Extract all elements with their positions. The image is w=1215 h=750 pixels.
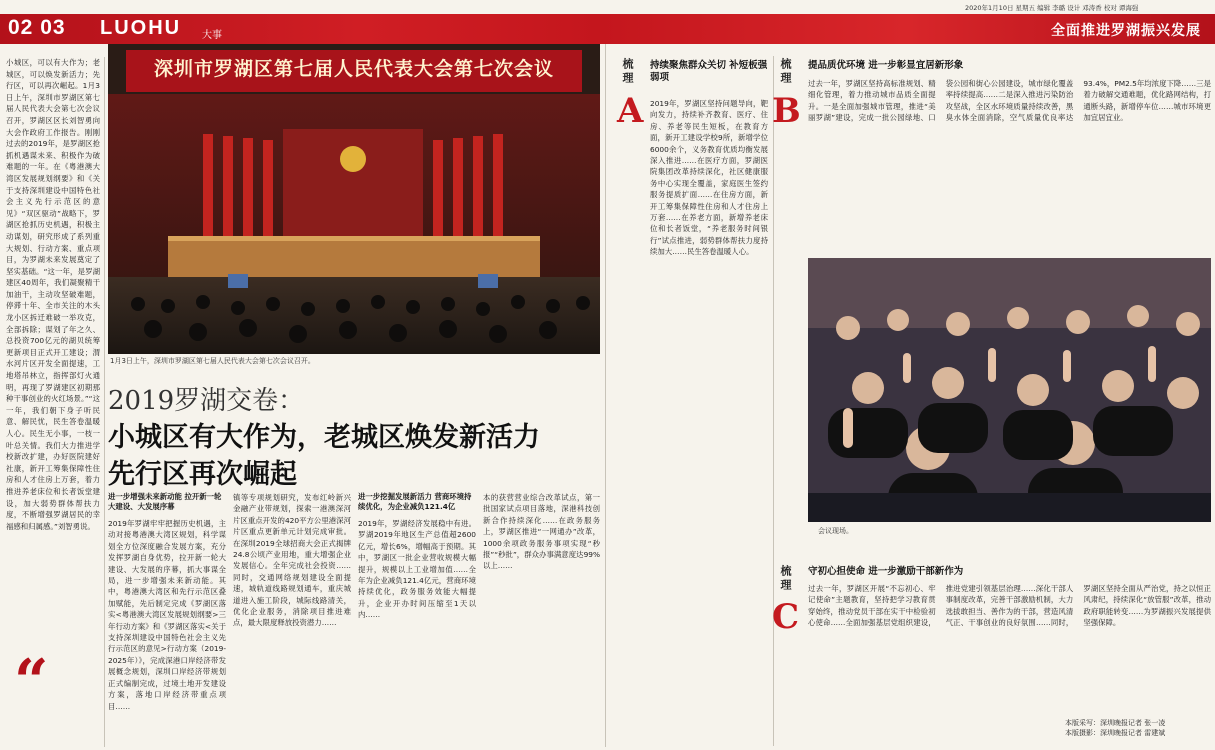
section-bar-left [0,14,600,44]
meeting-photo [808,258,1211,522]
section-b-label: 梳理 [779,58,792,86]
section-a-letter: A [617,91,644,131]
photo-caption: 1月3日上午，深圳市罗湖区第七届人民代表大会第七次会议召开。 [110,357,315,365]
section-a-label: 梳理 [621,58,634,86]
body-column-3: 2019年，罗湖经济发展稳中有进。罗湖2019年地区生产总值超2600亿元，增长6%，增幅高于预期。其中，罗湖区一批企业营收规模大幅提升，规模以上工业增加值……全年为企业减负121.4亿元，营商环境持续优化，政务服务效能大幅提升，企业开办时间压缩至1天以内…… [358,519,476,620]
intro-column: 小城区，可以有大作为；老城区，可以焕发新活力；先行区，可以再次崛起。1月3日上午，深圳市罗湖区第七届人民代表大会第七次会议召开，罗湖区区长刘智勇向大会作政府工作报告。刚刚过去的2019年，是罗湖区抢抓机遇谋未来、积极作为破难题的一年。在《粤港澳大湾区发展规划纲要》和《关于支持深圳建设中国特色社会主义先行示范区的意见》“双区驱动”战略下，罗湖区抢抓历史机遇，积极主动谋划，研究形成了系列重大规划、行动方案、重点项目，为罗湖未来发展奠定了坚实基础。“这一年，是罗湖建区40周年，我们凝聚精干加油干，主动攻坚破难题，停滞十年、全市关注的木头龙小区拆迁难破一举攻克，全部拆除；谋划了年之久、总投资700亿元的湖贝统筹更新项目正式开工建设；渭水河片区开发全面提速，工地塔吊林立，指挥部灯火通明，再现了罗湖建区初期那种干事创业的火红场景。”“这一年，我们朝下身子听民意、解民忧，民生答卷温暖人心。民生无小事，一枝一叶总关情。我们大力推进学校新改扩建，办好医院建好社康，新开工筹集保障性住房和人才住房上万套，着力推进养老床位和长者饭堂建设，加大弱势群体帮扶力度，不断增强罗湖居民的幸福感和归属感。”刘智勇说。 [6,58,100,531]
brand-name: LUOHU [100,17,182,39]
section-a-title: 持续聚焦群众关切 补短板强弱项 [650,60,768,83]
meeting-scene-image [808,258,1211,522]
congress-hall-image [108,44,600,354]
masthead-meta: 2020年1月10日 星期五 编辑 李璐 设计 邓涛香 校对 谭海强 [965,4,1139,12]
congress-photo [108,44,600,354]
section-b-letter: B [772,91,801,131]
quote-mark-icon: “ [14,647,49,717]
column-divider [104,57,105,747]
subhead-development-vitality: 进一步挖掘发展新活力 营商环境持续优化，为企业减负121.4亿 [358,492,472,511]
headline-sub: 先行区再次崛起 [108,459,297,490]
section-b-body: 过去一年，罗湖区坚持高标准规划、精细化管理，着力推动城市品质全面提升。一是全面加强城市管理，推进“美丽罗湖”建设，完成一批公园绿地、口袋公园和街心公园建设，城市绿化覆盖率持续提高……二是深入推进污染防治攻坚战，全区水环境质量持续改善，黑臭水体全面消除，空气质量优良率达93.4%，PM2.5年均浓度下降……三是着力破解交通难题，优化路网结构，打通断头路，新增停车位……城市环境更加宜居宜业。 [808,79,1211,123]
section-c-label: 梳理 [779,565,792,593]
section-c-title: 守初心担使命 进一步激励干部新作为 [808,566,964,577]
section-b-title: 提品质优环境 进一步彰显宜居新形象 [808,60,964,71]
section-c-letter: C [772,597,800,637]
byline [1065,718,1205,738]
subhead-future-momentum: 进一步增强未来新动能 拉开新一轮大建设、大发展序幕 [108,492,222,511]
section-bar-right [600,14,1215,44]
right-page-headline: 全面推进罗湖振兴发展 [1051,23,1201,39]
emblem-icon [340,146,366,172]
byline-writer: 本版采写：深圳晚报记者 张一凌 [1065,719,1166,727]
section-c-body: 过去一年，罗湖区开展“不忘初心、牢记使命”主题教育，坚持把学习教育贯穿始终，推动党员干部在实干中检验初心使命……全面加强基层党组织建设，推进党建引领基层治理……深化干部人事制度改革，完善干部激励机制，大力选拔敢担当、善作为的干部，营造风清气正、干事创业的良好氛围……同时，罗湖区坚持全面从严治党，持之以恒正风肃纪，持续深化“放管服”改革，推动政府职能转变……为罗湖振兴发展提供坚强保障。 [808,584,1211,628]
headline-main: 小城区有大作为，老城区焕发新活力 [108,422,540,453]
page-numbers: 02 03 [8,16,66,39]
column-divider [773,56,774,746]
meeting-photo-caption: 会议现场。 [818,527,853,535]
section-label: 大事 [202,30,222,41]
page-gutter [605,44,606,747]
section-a-body: 2019年，罗湖区坚持问题导向，靶向发力，持续补齐教育、医疗、住房、养老等民生短板，在教育方面，新开工建设学校9所，新增学位6000余个，义务教育优质均衡发展深入推进……在医疗方面，罗湖医院集团改革持续深化，社区健康服务中心实现全覆盖，家庭医生签约服务提质扩面……在住房方面，新开工筹集保障性住房和人才住房上万套……在养老方面，新增养老床位和长者饭堂，“养老服务时间银行”试点推进，弱势群体帮扶力度持续加大……民生答卷温暖人心。 [650,99,768,257]
body-column-2: 镇等专项规划研究，发布红岭新兴金融产业带规划，探索一港澳深河片区重点开发的420平方公里港深河片区重点更新单元计划完成审批。在深圳2019全球招商大会正式揭牌24.8公顷产业用地，重大增强企业发展信心。全年完成社会投资……同时，交通网络规划建设全面提速，城轨道线路规划通车，重庆城道进入施工阶段，城际线路清关，优化企业服务，消除项目推进难点，最大限度释放投资潜力…… [233,493,351,628]
body-column-1: 2019年罗湖牢牢把握历史机遇，主动对接粤港澳大湾区规划，科学谋划全方位深度融合发展方案，充分发挥罗湖自身优势，拉开新一轮大建设、大发展的序幕，抓大事谋全局，进一步增强未来新动能。其中，粤港澳大湾区和先行示范区叠加赋能，先后制定完成《罗湖区落实<粤港澳大湾区发展规划纲要>三年行动方案》和《罗湖区落实<关于支持深圳建设中国特色社会主义先行示范区的意见>行动方案（2019-2025年）》，完成深港口岸经济带发展概念规划，深圳口岸经济带规划正式编制完成，过境土地开发建设方案，落地口岸经济带重点项目…… [108,519,226,711]
headline-kicker: 2019罗湖交卷： [108,386,305,416]
body-column-4: 本的获营营业综合改革试点，第一批国家试点项目落地，深港科技创新合作持续深化……在政务服务上，罗湖区推进“一网通办”改革，1000余项政务服务事项实现“秒报”“秒批”，群众办事满意度达99%以上…… [483,493,600,571]
byline-photographer: 本版摄影：深圳晚报记者 雷建斌 [1065,729,1166,737]
congress-banner: 深圳市罗湖区第七届人民代表大会第七次会议 [153,58,554,80]
